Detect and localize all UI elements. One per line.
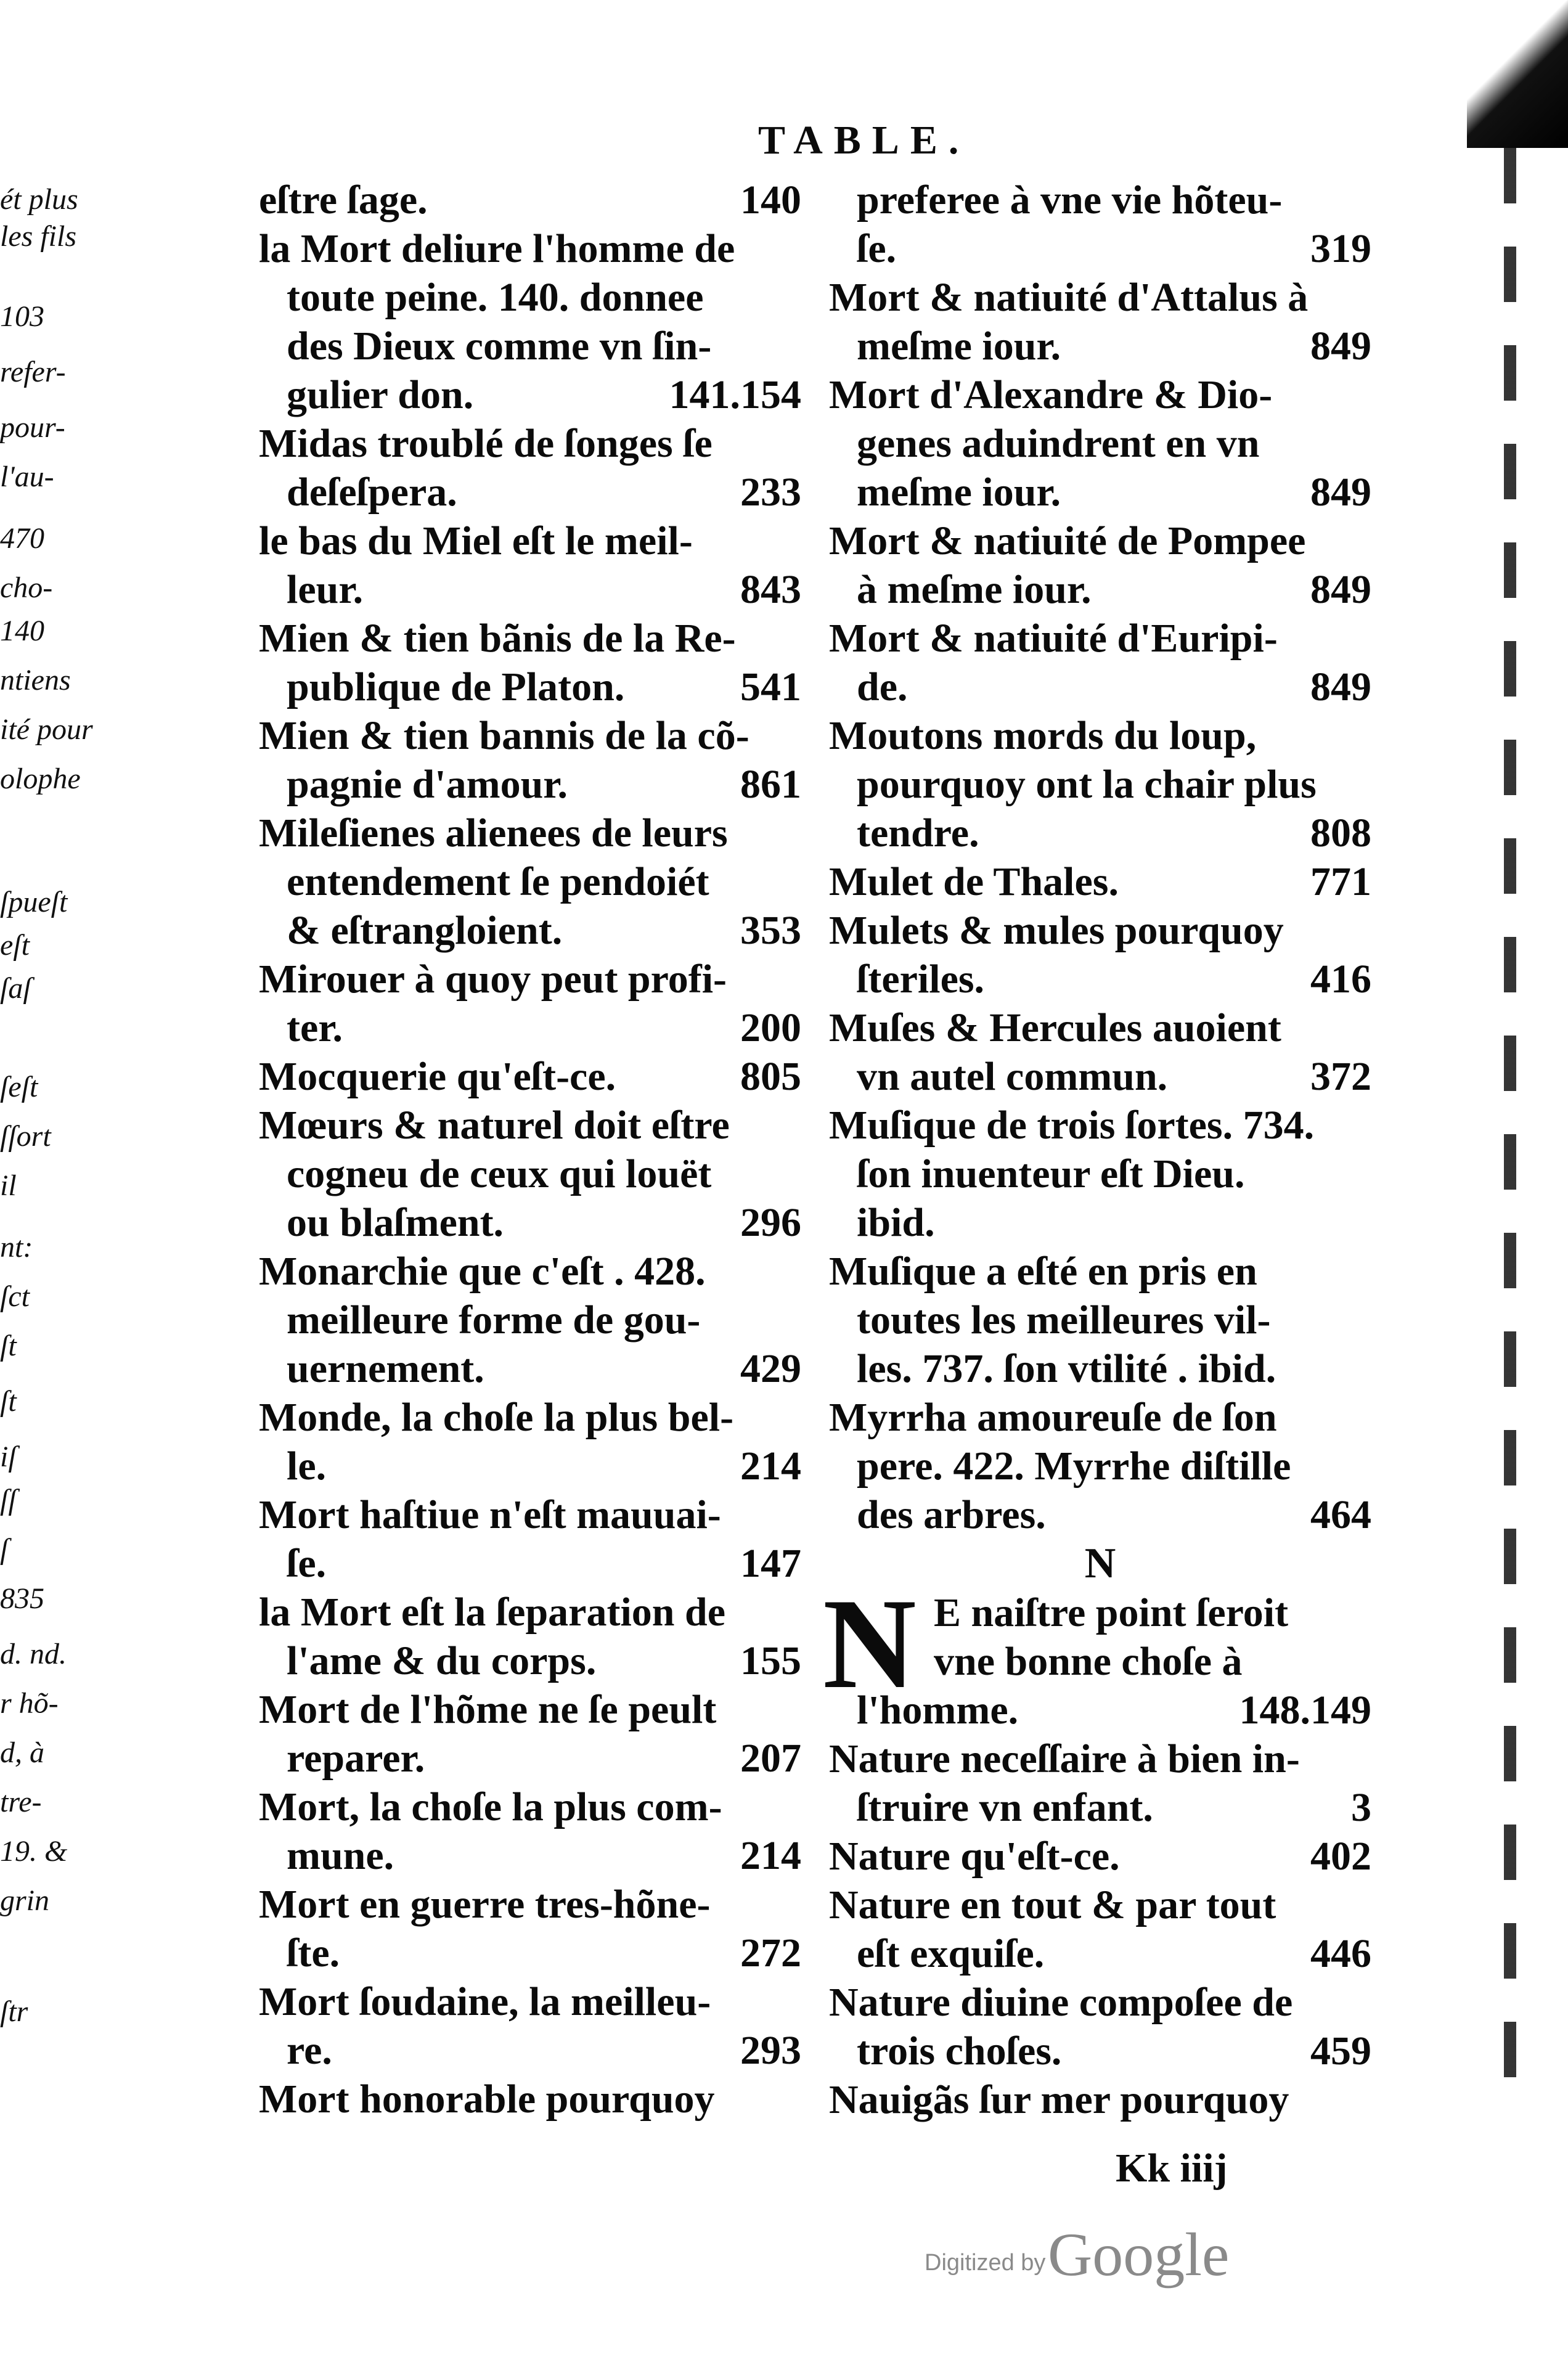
index-entry-line xyxy=(829,1052,1371,1101)
index-entry-line xyxy=(259,1198,801,1247)
entry-text: Nature diuine compoſee de xyxy=(829,1980,1293,2025)
page-reference: 849 xyxy=(1310,567,1371,612)
entry-text: toutes les meilleures vil- xyxy=(857,1297,1271,1342)
drop-capital: N xyxy=(823,1572,917,1715)
index-entry-line xyxy=(829,1881,1371,1929)
index-entry-line xyxy=(829,1686,1371,1735)
page-reference: 771 xyxy=(1310,859,1371,904)
index-entry-line xyxy=(259,955,801,1003)
entry-text: Muſique a eſté en pris en xyxy=(829,1249,1257,1294)
index-entry-line xyxy=(259,322,801,370)
entry-text: eſt exquiſe. xyxy=(857,1931,1045,1976)
page-reference: 372 xyxy=(1310,1054,1371,1099)
page-reference: 446 xyxy=(1310,1931,1371,1976)
entry-text: le bas du Miel eſt le meil- xyxy=(259,518,693,563)
page-reference: 861 xyxy=(740,762,801,807)
gutter-fragment: tre- xyxy=(0,1786,42,1818)
entry-text: Mort & natiuité d'Euripi- xyxy=(829,616,1278,661)
entry-text: Nature en tout & par tout xyxy=(829,1882,1276,1927)
index-entry-line xyxy=(829,273,1371,322)
entry-text: Mort & natiuité de Pompee xyxy=(829,518,1306,563)
page-reference: 155 xyxy=(740,1638,801,1683)
index-entry-line xyxy=(829,468,1371,517)
entry-text: pere. 422. Myrrhe diſtille xyxy=(857,1444,1291,1489)
gutter-fragment: nt: xyxy=(0,1231,33,1264)
index-entry-line xyxy=(259,1783,801,1831)
entry-text: Mien & tien bannis de la cõ- xyxy=(259,713,749,758)
index-entry-line xyxy=(829,1344,1371,1393)
page-reference: 849 xyxy=(1310,324,1371,369)
index-entry-line xyxy=(259,1588,801,1637)
index-entry-line xyxy=(829,1150,1371,1198)
index-entry-line xyxy=(259,468,801,517)
index-entry xyxy=(829,614,1371,711)
index-column-left xyxy=(259,176,801,2123)
gutter-fragment: il xyxy=(0,1169,17,1202)
index-entry-line xyxy=(829,1637,1371,1686)
index-entry-line xyxy=(829,1003,1371,1052)
entry-text: ibid. xyxy=(857,1200,935,1245)
index-entry-line xyxy=(829,1296,1371,1344)
entry-text: pourquoy ont la chair plus xyxy=(857,762,1317,807)
entry-text: deſeſpera. xyxy=(287,470,457,515)
index-entry-line xyxy=(259,857,801,906)
entry-text: l'homme. xyxy=(857,1688,1019,1733)
entry-text: Mort ſoudaine, la meilleu- xyxy=(259,1979,711,2024)
page-reference: 3 xyxy=(1351,1785,1371,1830)
google-watermark: Google xyxy=(1048,2220,1230,2289)
index-entry-line xyxy=(259,1734,801,1783)
index-entry-line xyxy=(829,906,1371,955)
entry-text: Mort d'Alexandre & Dio- xyxy=(829,372,1273,417)
index-entry xyxy=(829,1393,1371,1539)
index-entry xyxy=(829,1735,1371,1832)
index-entry-line xyxy=(259,711,801,760)
page-reference: 272 xyxy=(740,1931,801,1976)
page-reference: 459 xyxy=(1310,2029,1371,2074)
gutter-fragment: iſ xyxy=(0,1440,17,1473)
page-reference: 293 xyxy=(740,2028,801,2073)
entry-text: ſe. xyxy=(857,226,897,271)
gutter-fragment: cho- xyxy=(0,571,53,604)
entry-text: vn autel commun. xyxy=(857,1054,1168,1099)
index-entry-line xyxy=(259,1101,801,1150)
index-entry xyxy=(829,2075,1371,2124)
page-reference: 141.154 xyxy=(669,372,801,417)
index-entry xyxy=(259,224,801,419)
entry-text: Nauigãs ſur mer pourquoy xyxy=(829,2077,1289,2122)
page-reference: 147 xyxy=(740,1541,801,1586)
index-entry xyxy=(829,1101,1371,1247)
page-reference: 808 xyxy=(1310,811,1371,856)
index-entry-line xyxy=(259,1490,801,1539)
index-entry xyxy=(259,1052,801,1101)
index-entry-line xyxy=(829,711,1371,760)
entry-text: meſme iour. xyxy=(857,470,1061,515)
index-entry-line xyxy=(829,419,1371,468)
page-reference: 233 xyxy=(740,470,801,515)
page-reference: 200 xyxy=(740,1005,801,1050)
left-gutter-bleedthrough xyxy=(0,183,93,2219)
index-entry-line xyxy=(829,1929,1371,1978)
entry-text: Muſique de trois ſortes. 734. xyxy=(829,1103,1315,1148)
page-reference: 849 xyxy=(1310,470,1371,515)
index-entry xyxy=(829,711,1371,857)
entry-text: Midas troublé de ſonges ſe xyxy=(259,421,713,466)
index-entry-line xyxy=(259,565,801,614)
index-entry-line xyxy=(259,809,801,857)
entry-text: Mileſienes alienees de leurs xyxy=(259,811,728,856)
index-entry-line xyxy=(259,2026,801,2075)
index-entry xyxy=(829,176,1371,273)
index-entry xyxy=(829,906,1371,1003)
entry-text: ou blaſment. xyxy=(287,1200,504,1245)
entry-text: les. 737. ſon vtilité . ibid. xyxy=(857,1346,1276,1391)
entry-text: ſteriles. xyxy=(857,957,985,1002)
gutter-fragment: ſſort xyxy=(0,1120,51,1153)
entry-text: preferee à vne vie hõteu- xyxy=(857,178,1283,223)
page-reference: 541 xyxy=(740,664,801,709)
index-entry xyxy=(259,1977,801,2075)
entry-text: leur. xyxy=(287,567,364,612)
entry-text: Mœurs & naturel doit eſtre xyxy=(259,1103,730,1148)
gutter-fragment: grin xyxy=(0,1884,50,1917)
page-reference: 805 xyxy=(740,1054,801,1099)
gutter-fragment: l'au- xyxy=(0,460,54,493)
index-entry xyxy=(829,1881,1371,1978)
index-entry xyxy=(259,711,801,809)
gutter-fragment: ét plus xyxy=(0,183,78,216)
entry-text: des Dieux comme vn ſin- xyxy=(287,324,712,369)
page-reference: 148.149 xyxy=(1239,1688,1371,1733)
index-entry-line xyxy=(259,760,801,809)
entry-text: Monde, la choſe la plus bel- xyxy=(259,1395,734,1440)
entry-text: ſe. xyxy=(287,1541,327,1586)
index-entry xyxy=(259,517,801,614)
gutter-fragment: ſtr xyxy=(0,1995,28,2028)
entry-text: la Mort deliure l'homme de xyxy=(259,226,735,271)
entry-text: toute peine. 140. donnee xyxy=(287,275,704,320)
index-entry xyxy=(259,1393,801,1490)
page-reference: 353 xyxy=(740,908,801,953)
index-entry xyxy=(259,955,801,1052)
entry-text: genes aduindrent en vn xyxy=(857,421,1260,466)
index-entry-line xyxy=(829,1101,1371,1150)
index-entry xyxy=(259,809,801,955)
entry-text: à meſme iour. xyxy=(857,567,1092,612)
gutter-fragment: d. nd. xyxy=(0,1638,67,1670)
index-entry-line xyxy=(829,1832,1371,1881)
entry-text: tendre. xyxy=(857,811,979,856)
index-entry-line xyxy=(829,1490,1371,1539)
entry-text: mune. xyxy=(287,1833,394,1878)
entry-text: Mort & natiuité d'Attalus à xyxy=(829,275,1309,320)
gutter-fragment: ſt xyxy=(0,1330,17,1362)
index-entry xyxy=(259,1101,801,1247)
entry-text: cogneu de ceux qui louët xyxy=(287,1151,712,1196)
entry-text: pagnie d'amour. xyxy=(287,762,568,807)
index-entry-line xyxy=(259,1831,801,1880)
index-entry-line xyxy=(829,857,1371,906)
index-entry-line xyxy=(829,955,1371,1003)
entry-text: Myrrha amoureuſe de ſon xyxy=(829,1395,1277,1440)
entry-text: re. xyxy=(287,2028,332,2073)
index-entry xyxy=(259,2075,801,2123)
index-entry xyxy=(259,1880,801,1977)
page-reference: 296 xyxy=(740,1200,801,1245)
index-entry-line xyxy=(259,370,801,419)
entry-text: Muſes & Hercules auoient xyxy=(829,1005,1281,1050)
index-entry-line xyxy=(259,1637,801,1685)
gutter-fragment: d, à xyxy=(0,1736,44,1769)
index-entry-line xyxy=(829,1198,1371,1247)
gutter-fragment: pour- xyxy=(0,411,65,444)
index-entry xyxy=(829,273,1371,370)
gutter-fragment: r hõ- xyxy=(0,1687,59,1720)
index-entry-line xyxy=(259,1539,801,1588)
index-entry-line xyxy=(829,2075,1371,2124)
index-entry-line xyxy=(829,370,1371,419)
index-entry-line xyxy=(829,322,1371,370)
gutter-fragment: les fils xyxy=(0,220,77,253)
index-entry-line xyxy=(829,663,1371,711)
entry-text: Nature neceſſaire à bien in- xyxy=(829,1736,1300,1781)
gutter-fragment: 140 xyxy=(0,615,44,647)
gutter-fragment: 19. & xyxy=(0,1835,68,1868)
index-entry-line xyxy=(259,1003,801,1052)
index-entry-line xyxy=(829,224,1371,273)
page-reference: 429 xyxy=(740,1346,801,1391)
page-reference: 214 xyxy=(740,1444,801,1489)
gutter-fragment: 470 xyxy=(0,522,44,555)
entry-text: vne bonne choſe à xyxy=(934,1639,1243,1684)
index-entry-line xyxy=(829,1783,1371,1832)
running-head: TABLE. xyxy=(758,118,970,163)
index-entry xyxy=(259,1588,801,1685)
index-entry xyxy=(259,1247,801,1393)
entry-text: la Mort eſt la ſeparation de xyxy=(259,1590,726,1635)
index-entry-line xyxy=(829,614,1371,663)
gutter-fragment: ntiens xyxy=(0,664,71,697)
index-entry-line xyxy=(259,1344,801,1393)
section-heading-letter: N xyxy=(1084,1540,1116,1587)
index-entry xyxy=(829,857,1371,906)
entry-text: eſtre ſage. xyxy=(259,178,428,223)
index-entry-line xyxy=(259,2075,801,2123)
page-reference: 843 xyxy=(740,567,801,612)
gutter-fragment: olophe xyxy=(0,762,81,795)
gutter-fragment: ſſ xyxy=(0,1484,17,1516)
index-entry xyxy=(829,1247,1371,1393)
index-entry-line xyxy=(259,1296,801,1344)
index-entry-line xyxy=(829,565,1371,614)
index-entry xyxy=(829,1003,1371,1101)
gutter-fragment: ſeſt xyxy=(0,1071,38,1103)
gutter-fragment: eſt xyxy=(0,929,30,962)
index-entry-line xyxy=(829,176,1371,224)
index-entry-line xyxy=(259,1393,801,1442)
index-entry-line xyxy=(259,224,801,273)
index-entry xyxy=(259,1685,801,1783)
entry-text: & eſtrangloient. xyxy=(287,908,563,953)
index-entry-line xyxy=(829,2027,1371,2075)
page-reference: 214 xyxy=(740,1833,801,1878)
index-entry xyxy=(259,1783,801,1880)
page-reference: 402 xyxy=(1310,1834,1371,1879)
index-entry-line xyxy=(259,1247,801,1296)
entry-text: E naiſtre point ſeroit xyxy=(934,1590,1289,1635)
entry-text: de. xyxy=(857,664,908,709)
entry-text: publique de Platon. xyxy=(287,664,625,709)
entry-text: meſme iour. xyxy=(857,324,1061,369)
entry-text: Mort honorable pourquoy xyxy=(259,2077,715,2122)
index-entry-line xyxy=(829,809,1371,857)
index-entry-line xyxy=(829,1247,1371,1296)
index-entry xyxy=(829,370,1371,517)
entry-text: Mirouer à quoy peut profi- xyxy=(259,957,727,1002)
entry-text: Monarchie que c'eſt . 428. xyxy=(259,1249,706,1294)
index-entry-line xyxy=(259,1977,801,2026)
index-entry-line xyxy=(829,517,1371,565)
page-reference: 416 xyxy=(1310,957,1371,1002)
gutter-fragment: ſ xyxy=(0,1533,9,1566)
entry-text: uernement. xyxy=(287,1346,484,1391)
gutter-fragment: ſt xyxy=(0,1385,17,1418)
entry-text: Mulets & mules pourquoy xyxy=(829,908,1284,953)
page-reference: 207 xyxy=(740,1736,801,1781)
entry-text: des arbres. xyxy=(857,1492,1046,1537)
index-entry xyxy=(259,1490,801,1588)
entry-text: gulier don. xyxy=(287,372,474,417)
entry-text: entendement ſe pendoiét xyxy=(287,859,709,904)
index-entry-line xyxy=(259,1929,801,1977)
index-column-right xyxy=(823,176,1371,2124)
page-reference: 140 xyxy=(740,178,801,223)
page-reference: 464 xyxy=(1310,1492,1371,1537)
right-binding-edge xyxy=(1504,148,1516,2108)
index-entry xyxy=(259,176,801,224)
entry-text: le. xyxy=(287,1444,327,1489)
gutter-fragment: 835 xyxy=(0,1582,44,1615)
index-entry-line xyxy=(259,614,801,663)
entry-text: ter. xyxy=(287,1005,343,1050)
signature-mark: Kk iiij xyxy=(1116,2146,1228,2191)
index-entry-line xyxy=(829,1588,1371,1637)
index-entry-line xyxy=(829,1393,1371,1442)
index-entry-line xyxy=(259,419,801,468)
index-entry xyxy=(829,517,1371,614)
page-corner-shadow xyxy=(1467,0,1568,148)
entry-text: ſtruire vn enfant. xyxy=(857,1785,1153,1830)
entry-text: Mort, la choſe la plus com- xyxy=(259,1784,722,1829)
index-entry-line xyxy=(829,1978,1371,2027)
entry-text: Mort en guerre tres-hõne- xyxy=(259,1882,711,1927)
page-reference: 319 xyxy=(1310,226,1371,271)
index-entry-dropcap xyxy=(823,1572,1371,1735)
entry-text: reparer. xyxy=(287,1736,425,1781)
index-entry xyxy=(259,614,801,711)
index-entry-line xyxy=(259,1685,801,1734)
entry-text: Nature qu'eſt-ce. xyxy=(829,1834,1120,1879)
entry-text: trois choſes. xyxy=(857,2029,1062,2074)
entry-text: ſon inuenteur eſt Dieu. xyxy=(857,1151,1245,1196)
index-entry-line xyxy=(259,1052,801,1101)
gutter-fragment: ſpueſt xyxy=(0,886,68,918)
index-entry-line xyxy=(829,760,1371,809)
entry-text: meilleure forme de gou- xyxy=(287,1297,701,1342)
index-entry-line xyxy=(259,176,801,224)
index-entry-line xyxy=(259,1150,801,1198)
index-entry xyxy=(259,419,801,517)
gutter-fragment: ſct xyxy=(0,1280,30,1313)
gutter-fragment: refer- xyxy=(0,356,66,388)
gutter-fragment: ſaſ xyxy=(0,972,31,1005)
index-entry-line xyxy=(259,1442,801,1490)
entry-text: Mulet de Thales. xyxy=(829,859,1119,904)
entry-text: Mort de l'hõme ne ſe peult xyxy=(259,1687,717,1732)
index-entry-line xyxy=(829,1442,1371,1490)
page-reference: 849 xyxy=(1310,664,1371,709)
entry-text: Mort haſtiue n'eſt mauuai- xyxy=(259,1492,721,1537)
entry-text: Mien & tien bãnis de la Re- xyxy=(259,616,736,661)
index-entry xyxy=(829,1832,1371,1881)
digitized-by-label: Digitized by xyxy=(925,2250,1046,2276)
index-entry-line xyxy=(259,1880,801,1929)
entry-text: Moutons mords du loup, xyxy=(829,713,1257,758)
index-entry-line xyxy=(259,663,801,711)
index-entry xyxy=(829,1978,1371,2075)
entry-text: Mocquerie qu'eſt-ce. xyxy=(259,1054,616,1099)
index-entry-line xyxy=(259,273,801,322)
entry-text: ſte. xyxy=(287,1931,340,1976)
index-entry-line xyxy=(829,1735,1371,1783)
gutter-fragment: ité pour xyxy=(0,713,93,746)
entry-text: l'ame & du corps. xyxy=(287,1638,597,1683)
index-entry-line xyxy=(259,906,801,955)
index-entry-line xyxy=(259,517,801,565)
gutter-fragment: 103 xyxy=(0,300,44,333)
